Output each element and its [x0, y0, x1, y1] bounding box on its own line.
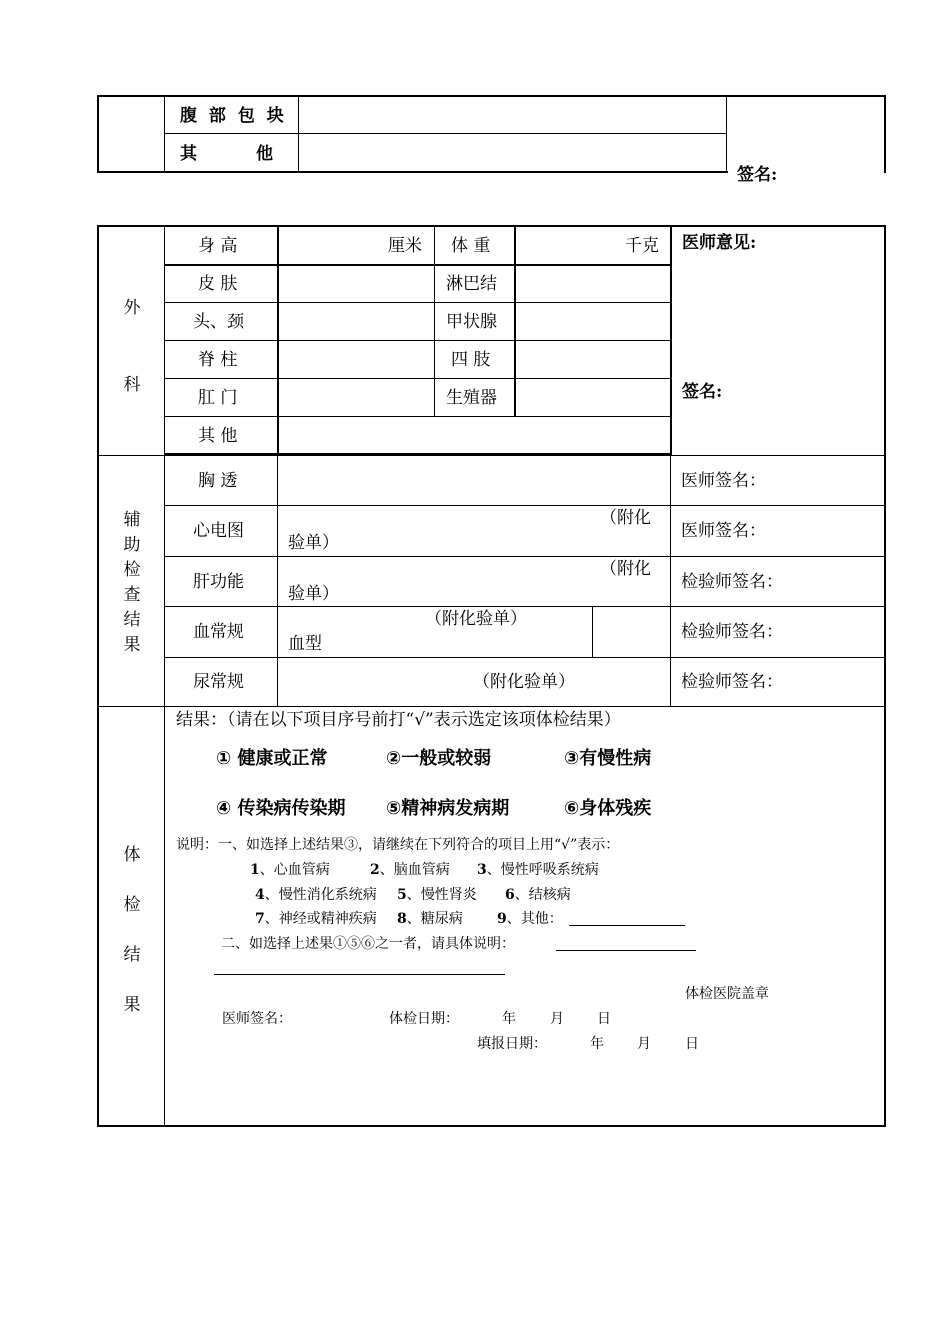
genital-label: 生殖器: [446, 388, 497, 408]
disease-respiratory[interactable]: 3、慢性呼吸系统病: [477, 862, 599, 878]
ecg-note-b: 验单）: [288, 533, 339, 553]
disease-cerebrovascular[interactable]: 2、脑血管病: [370, 862, 450, 878]
other-field[interactable]: [299, 134, 725, 171]
fill-date-year: 年: [590, 1036, 604, 1052]
lymph-label: 淋巴结: [446, 274, 497, 294]
anus-label: 肛 门: [198, 388, 238, 408]
exam-date-day: 日: [597, 1011, 611, 1027]
disease-digestive[interactable]: 4、慢性消化系统病: [255, 887, 377, 903]
explain-input-line-2[interactable]: [214, 974, 505, 975]
weight-unit: 千克: [625, 236, 659, 256]
note-1: 说明：一、如选择上述结果③，请继续在下列符合的项目上用“√”表示：: [176, 837, 620, 853]
chest-sign-label: 医师签名：: [681, 471, 766, 491]
explain-input[interactable]: [556, 950, 696, 951]
disease-neuro[interactable]: 7、神经或精神疾病: [255, 911, 377, 927]
option-disability[interactable]: ⑥身体残疾: [564, 798, 652, 819]
doctor-opinion-label: 医师意见:: [682, 233, 757, 253]
other-label: 其 他: [180, 144, 275, 164]
height-label: 身 高: [198, 236, 238, 256]
height-unit: 厘米: [388, 236, 422, 256]
surgery-sign-label: 签名:: [682, 382, 723, 402]
ecg-note-a: （附化: [600, 508, 651, 528]
urine-note: （附化验单）: [473, 672, 575, 692]
top-sign-label: 签名:: [737, 165, 778, 185]
doctor-sign-label: 医师签名：: [222, 1011, 292, 1027]
disease-cardiovascular[interactable]: 1、心血管病: [250, 862, 330, 878]
fill-date-day: 日: [685, 1036, 699, 1052]
option-mental[interactable]: ⑤精神病发病期: [386, 798, 510, 819]
liver-note-a: （附化: [600, 559, 651, 579]
exam-date-label: 体检日期：: [389, 1011, 459, 1027]
urine-label: 尿常规: [193, 672, 244, 692]
disease-diabetes[interactable]: 8、糖尿病: [397, 911, 463, 927]
chest-xray-label: 胸 透: [198, 471, 238, 491]
weight-field[interactable]: [516, 227, 622, 264]
blood-sign-label: 检验师签名：: [681, 622, 783, 642]
head-neck-label: 头、颈: [193, 312, 244, 332]
thyroid-label: 甲状腺: [446, 312, 497, 332]
blood-type-field[interactable]: [593, 607, 670, 657]
skin-label: 皮 肤: [198, 274, 238, 294]
spine-label: 脊 柱: [198, 350, 238, 370]
result-side-label: 体 检 结 果: [123, 845, 141, 1015]
blood-type-label: 血型: [288, 634, 322, 654]
exam-date-month: 月: [550, 1011, 564, 1027]
option-healthy[interactable]: ① 健康或正常: [216, 748, 328, 769]
abdominal-mass-field[interactable]: [299, 97, 725, 133]
liver-note-b: 验单）: [288, 584, 339, 604]
abdominal-mass-label: 腹 部 包 块: [180, 106, 287, 126]
liver-sign-label: 检验师签名：: [681, 572, 783, 592]
weight-label: 体 重: [451, 236, 491, 256]
ecg-label: 心电图: [193, 521, 244, 541]
liver-label: 肝功能: [193, 572, 244, 592]
option-weak[interactable]: ②一般或较弱: [386, 748, 492, 769]
option-infectious[interactable]: ④ 传染病传染期: [216, 798, 346, 819]
other-disease-input[interactable]: [569, 925, 685, 926]
surgery-side-label-1: 外: [123, 298, 141, 318]
result-intro: 结果：（请在以下项目序号前打“√”表示选定该项体检结果）: [176, 710, 621, 730]
fill-date-month: 月: [637, 1036, 651, 1052]
disease-nephritis[interactable]: 5、慢性肾炎: [397, 887, 477, 903]
option-chronic[interactable]: ③有慢性病: [564, 748, 652, 769]
aux-side-label: 辅 助 检 查 结 果: [123, 510, 141, 655]
surgery-side-label-2: 科: [123, 375, 141, 395]
urine-sign-label: 检验师签名：: [681, 672, 783, 692]
height-field[interactable]: [279, 227, 385, 264]
surgery-other-label: 其 他: [198, 426, 238, 446]
fill-date-label: 填报日期：: [477, 1036, 547, 1052]
disease-tuberculosis[interactable]: 6、结核病: [505, 887, 571, 903]
ecg-sign-label: 医师签名：: [681, 521, 766, 541]
limbs-label: 四 肢: [451, 350, 491, 370]
blood-note: （附化验单）: [425, 609, 527, 629]
note-2: 二、如选择上述果①⑤⑥之一者，请具体说明：: [221, 936, 515, 952]
blood-label: 血常规: [193, 622, 244, 642]
hospital-stamp-label: 体检医院盖章: [685, 986, 769, 1002]
disease-other[interactable]: 9、其他：: [497, 911, 563, 927]
exam-date-year: 年: [502, 1011, 516, 1027]
